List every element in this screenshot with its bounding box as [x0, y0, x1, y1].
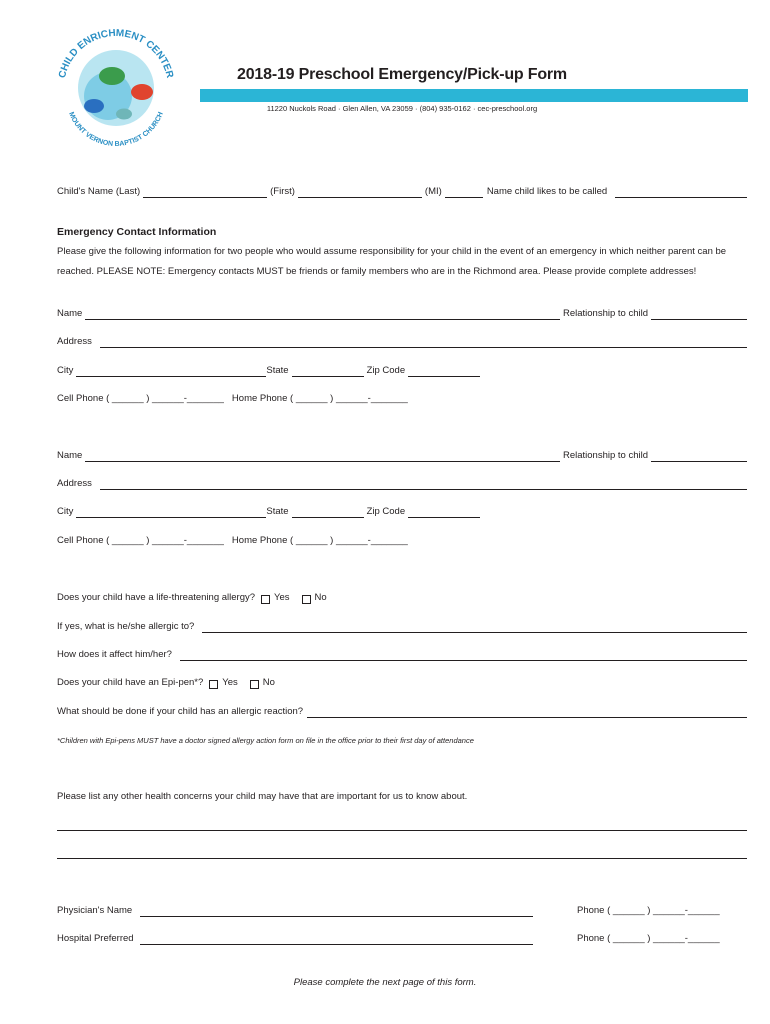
emergency-heading: Emergency Contact Information	[57, 226, 217, 238]
contact2-name-field[interactable]	[85, 451, 560, 462]
emergency-instructions: Please give the following information for two people who would assume responsibility for your child in the event of an emergency in which neither parent can be reached. PLEASE NOTE: Emergency contacts MUST be friends or family members who are in the Richmond area. Please provide complete addresses!	[57, 246, 727, 277]
epipen-note: *Children with Epi-pens MUST have a doctor signed allergy action form on file in the office prior to their first day of attendance	[57, 736, 474, 745]
contact1-name-field[interactable]	[85, 309, 560, 320]
child-last-label: Child's Name (Last)	[57, 186, 141, 197]
child-mi-label: (MI)	[424, 186, 442, 197]
contact1-city-row	[57, 365, 480, 377]
allergy-yes-label: Yes	[274, 592, 290, 603]
allergy-what-row	[57, 621, 747, 633]
physician-row	[57, 905, 533, 917]
footer-note: Please complete the next page of this form.	[293, 977, 477, 988]
contact1-city-label: City	[57, 365, 74, 376]
contact2-name-label: Name	[57, 450, 83, 461]
health-line-1[interactable]	[57, 830, 747, 831]
turtle-blue-icon	[84, 99, 104, 113]
contact2-address-row	[57, 478, 747, 490]
epipen-yes-checkbox[interactable]	[209, 680, 218, 689]
child-last-field[interactable]	[143, 187, 267, 198]
turtle-green-icon	[99, 67, 125, 85]
allergy-done-row	[57, 706, 747, 718]
allergy-affect-field[interactable]	[180, 650, 747, 661]
allergy-what-label: If yes, what is he/she allergic to?	[57, 621, 195, 632]
physician-name-label: Physician's Name	[57, 905, 133, 916]
turtle-red-icon	[131, 84, 153, 100]
hospital-row	[57, 933, 533, 945]
epipen-question: Does your child have an Epi-pen*?	[57, 677, 204, 688]
contact2-phone-row	[57, 535, 408, 547]
allergy-question-row	[57, 592, 327, 604]
contact2-address-field[interactable]	[100, 479, 747, 490]
allergy-done-label: What should be done if your child has an allergic reaction?	[57, 706, 304, 717]
health-line-2[interactable]	[57, 858, 747, 859]
physician-name-field[interactable]	[140, 906, 533, 917]
contact2-zip-label: Zip Code	[366, 506, 406, 517]
page-title: 2018-19 Preschool Emergency/Pick-up Form	[237, 66, 567, 83]
contact2-city-label: City	[57, 506, 74, 517]
hospital-label: Hospital Preferred	[57, 933, 134, 944]
contact1-name-row	[57, 308, 747, 320]
contact1-phone-row	[57, 393, 408, 405]
contact2-address-label: Address	[57, 478, 92, 489]
epipen-question-row	[57, 677, 275, 689]
contact1-zip-label: Zip Code	[366, 365, 406, 376]
contact2-state-field[interactable]	[292, 507, 364, 518]
contact2-relationship-field[interactable]	[651, 451, 747, 462]
allergy-no-checkbox[interactable]	[302, 595, 311, 604]
allergy-what-field[interactable]	[202, 622, 747, 633]
contact2-zip-field[interactable]	[408, 507, 480, 518]
header-banner	[200, 89, 748, 102]
allergy-affect-row	[57, 649, 747, 661]
contact1-address-row	[57, 336, 747, 348]
epipen-yes-label: Yes	[222, 677, 238, 688]
contact2-state-label: State	[266, 506, 289, 517]
contact1-state-field[interactable]	[292, 366, 364, 377]
child-called-field[interactable]	[615, 187, 747, 198]
child-first-field[interactable]	[298, 187, 422, 198]
contact2-cell-label[interactable]: Cell Phone ( ______ ) ______-_______	[57, 535, 224, 546]
turtle-teal-icon	[116, 109, 132, 120]
allergy-question: Does your child have a life-threatening allergy?	[57, 592, 256, 603]
contact1-address-label: Address	[57, 336, 92, 347]
allergy-yes-checkbox[interactable]	[261, 595, 270, 604]
child-mi-field[interactable]	[445, 187, 483, 198]
allergy-no-label: No	[314, 592, 327, 603]
epipen-no-checkbox[interactable]	[250, 680, 259, 689]
epipen-no-label: No	[262, 677, 275, 688]
contact1-relationship-field[interactable]	[651, 309, 747, 320]
svg-text:MOUNT VERNON BAPTIST CHURCH: MOUNT VERNON BAPTIST CHURCH	[67, 111, 165, 149]
contact2-city-row	[57, 506, 480, 518]
logo	[42, 14, 190, 162]
contact2-name-row	[57, 450, 747, 462]
contact1-address-field[interactable]	[100, 337, 747, 348]
child-called-label: Name child likes to be called	[486, 186, 608, 197]
child-name-row	[57, 186, 747, 198]
contact1-relationship-label: Relationship to child	[562, 308, 648, 319]
contact1-state-label: State	[266, 365, 289, 376]
allergy-affect-label: How does it affect him/her?	[57, 649, 172, 660]
contact1-home-label[interactable]: Home Phone ( ______ ) ______-_______	[231, 393, 408, 404]
contact2-home-label[interactable]: Home Phone ( ______ ) ______-_______	[231, 535, 408, 546]
address-line: 11220 Nuckols Road · Glen Allen, VA 23059 · (804) 935-0162 · cec-preschool.org	[266, 104, 538, 113]
hospital-phone-label[interactable]: Phone ( ______ ) ______-______	[577, 933, 720, 944]
contact2-city-field[interactable]	[76, 507, 266, 518]
physician-phone-label[interactable]: Phone ( ______ ) ______-______	[577, 905, 720, 916]
hospital-field[interactable]	[140, 934, 533, 945]
contact2-relationship-label: Relationship to child	[562, 450, 648, 461]
contact1-name-label: Name	[57, 308, 83, 319]
child-first-label: (First)	[270, 186, 295, 197]
svg-text:CHILD ENRICHMENT CENTER: CHILD ENRICHMENT CENTER	[56, 27, 176, 80]
health-prompt: Please list any other health concerns your child may have that are important for us to know about.	[57, 791, 468, 802]
contact1-city-field[interactable]	[76, 366, 266, 377]
contact1-cell-label[interactable]: Cell Phone ( ______ ) ______-_______	[57, 393, 224, 404]
allergy-done-field[interactable]	[307, 707, 747, 718]
contact1-zip-field[interactable]	[408, 366, 480, 377]
